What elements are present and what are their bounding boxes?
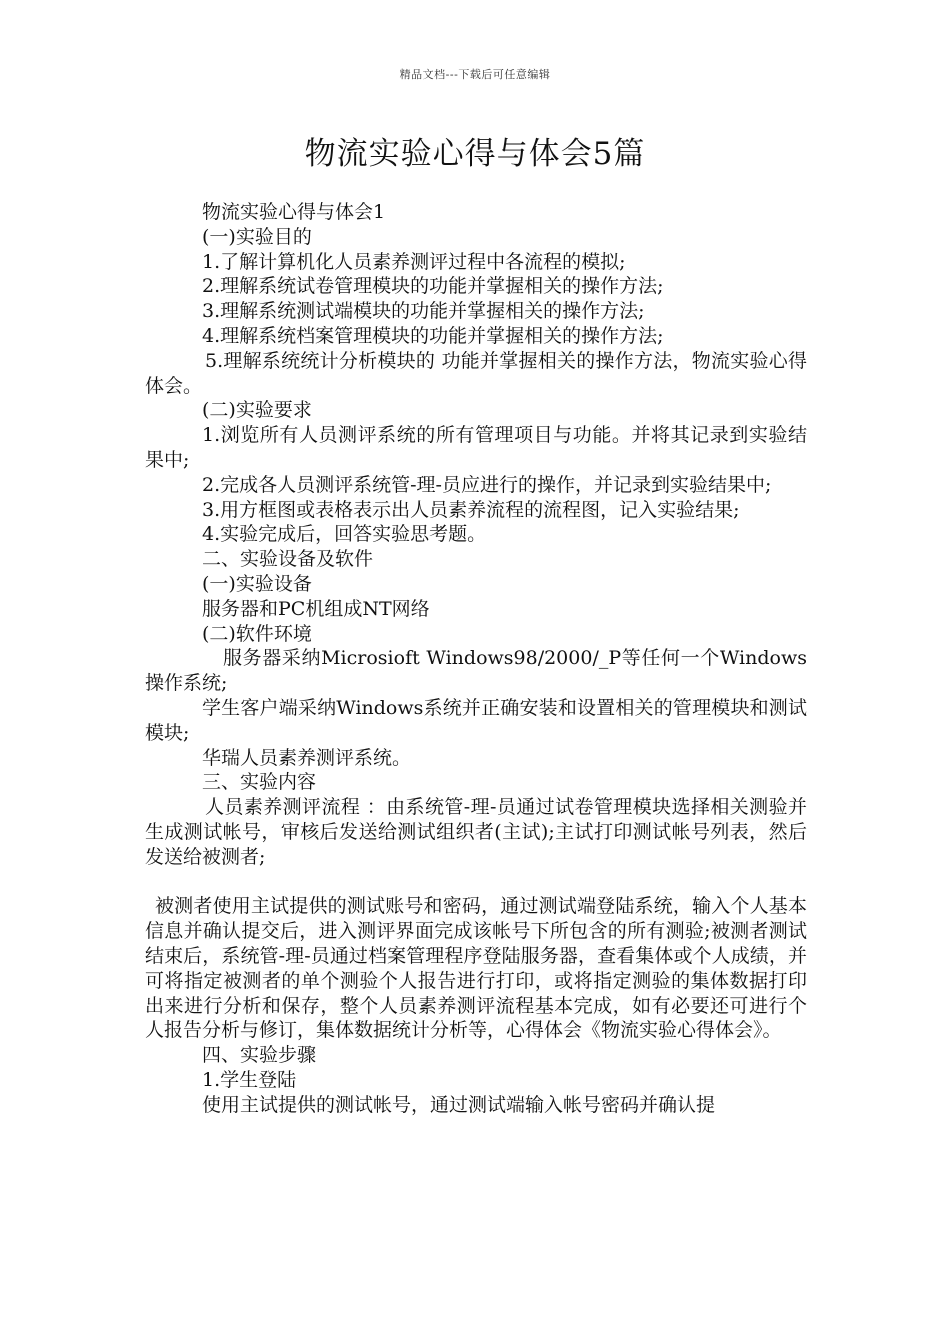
paragraph: (二)实验要求 (202, 399, 312, 422)
paragraph: 1.了解计算机化人员素养测评过程中各流程的模拟; (202, 250, 626, 273)
paragraph: (一)实验设备 (202, 572, 312, 595)
paragraph: 使用主试提供的测试帐号，通过测试端输入帐号密码并确认提 (202, 1093, 716, 1116)
paragraph: (二)软件环境 (202, 622, 312, 645)
paragraph: 2.理解系统试卷管理模块的功能并掌握相关的操作方法; (202, 275, 664, 298)
paragraph: (一)实验目的 (202, 225, 312, 248)
paragraph: 物流实验心得与体会1 (202, 201, 386, 223)
paragraph: 1.学生登陆 (202, 1068, 297, 1091)
header-note: 精品文档---下载后可任意编辑 (399, 68, 551, 81)
paragraph: 三、实验内容 (202, 771, 317, 794)
paragraph: 1.浏览所有人员测评系统的所有管理项目与功能。并将其记录到实验结果中; (145, 424, 807, 471)
paragraph: 3.用方框图或表格表示出人员素养流程的流程图，记入实验结果; (202, 498, 740, 521)
paragraph: 二、实验设备及软件 (202, 548, 374, 571)
paragraph: 服务器采纳Microsioft Windows98/2000/_P等任何一个Windows操作系统; (145, 647, 807, 695)
paragraph: 服务器和PC机组成NT网络 (202, 597, 430, 620)
paragraph: 被测者使用主试提供的测试账号和密码，通过测试端登陆系统，输入个人基本信息并确认提交后，进入测评界面完成该帐号下所包含的所有测验;被测者测试结束后，系统管-理-员通过档案管理程序登陆服务器，查看集体或个人成绩，并可将指定被测者的单个测验个人报告进行打印，或将指定测验的集体数据打印出来进行分析和保存，整个人员素养测评流程基本完成，如有必要还可进行个人报告分析与修订，集体数据统计分析等，心得体会《物流实验心得体会》。 (145, 895, 807, 1042)
document-title: 物流实验心得与体会5篇 (304, 136, 646, 172)
paragraph: 4.实验完成后，回答实验思考题。 (202, 523, 487, 546)
paragraph: 5.理解系统统计分析模块的 功能并掌握相关的操作方法，物流实验心得体会。 (145, 349, 807, 397)
paragraph: 2.完成各人员测评系统管-理-员应进行的操作，并记录到实验结果中; (202, 473, 772, 496)
document-body (145, 200, 807, 1117)
paragraph: 学生客户端采纳Windows系统并正确安装和设置相关的管理模块和测试模块; (145, 696, 807, 744)
paragraph: 4.理解系统档案管理模块的功能并掌握相关的操作方法; (202, 324, 664, 347)
paragraph: 3.理解系统测试端模块的功能并掌握相关的操作方法; (202, 300, 645, 323)
paragraph: 华瑞人员素养测评系统。 (202, 746, 412, 769)
paragraph: 人员素养测评流程 ：由系统管-理-员通过试卷管理模块选择相关测验并生成测试帐号，审核后发送给测试组织者(主试);主试打印测试帐号列表，然后发送给被测者; (145, 796, 807, 868)
blank-line (145, 870, 807, 895)
paragraph: 四、实验步骤 (202, 1044, 317, 1067)
